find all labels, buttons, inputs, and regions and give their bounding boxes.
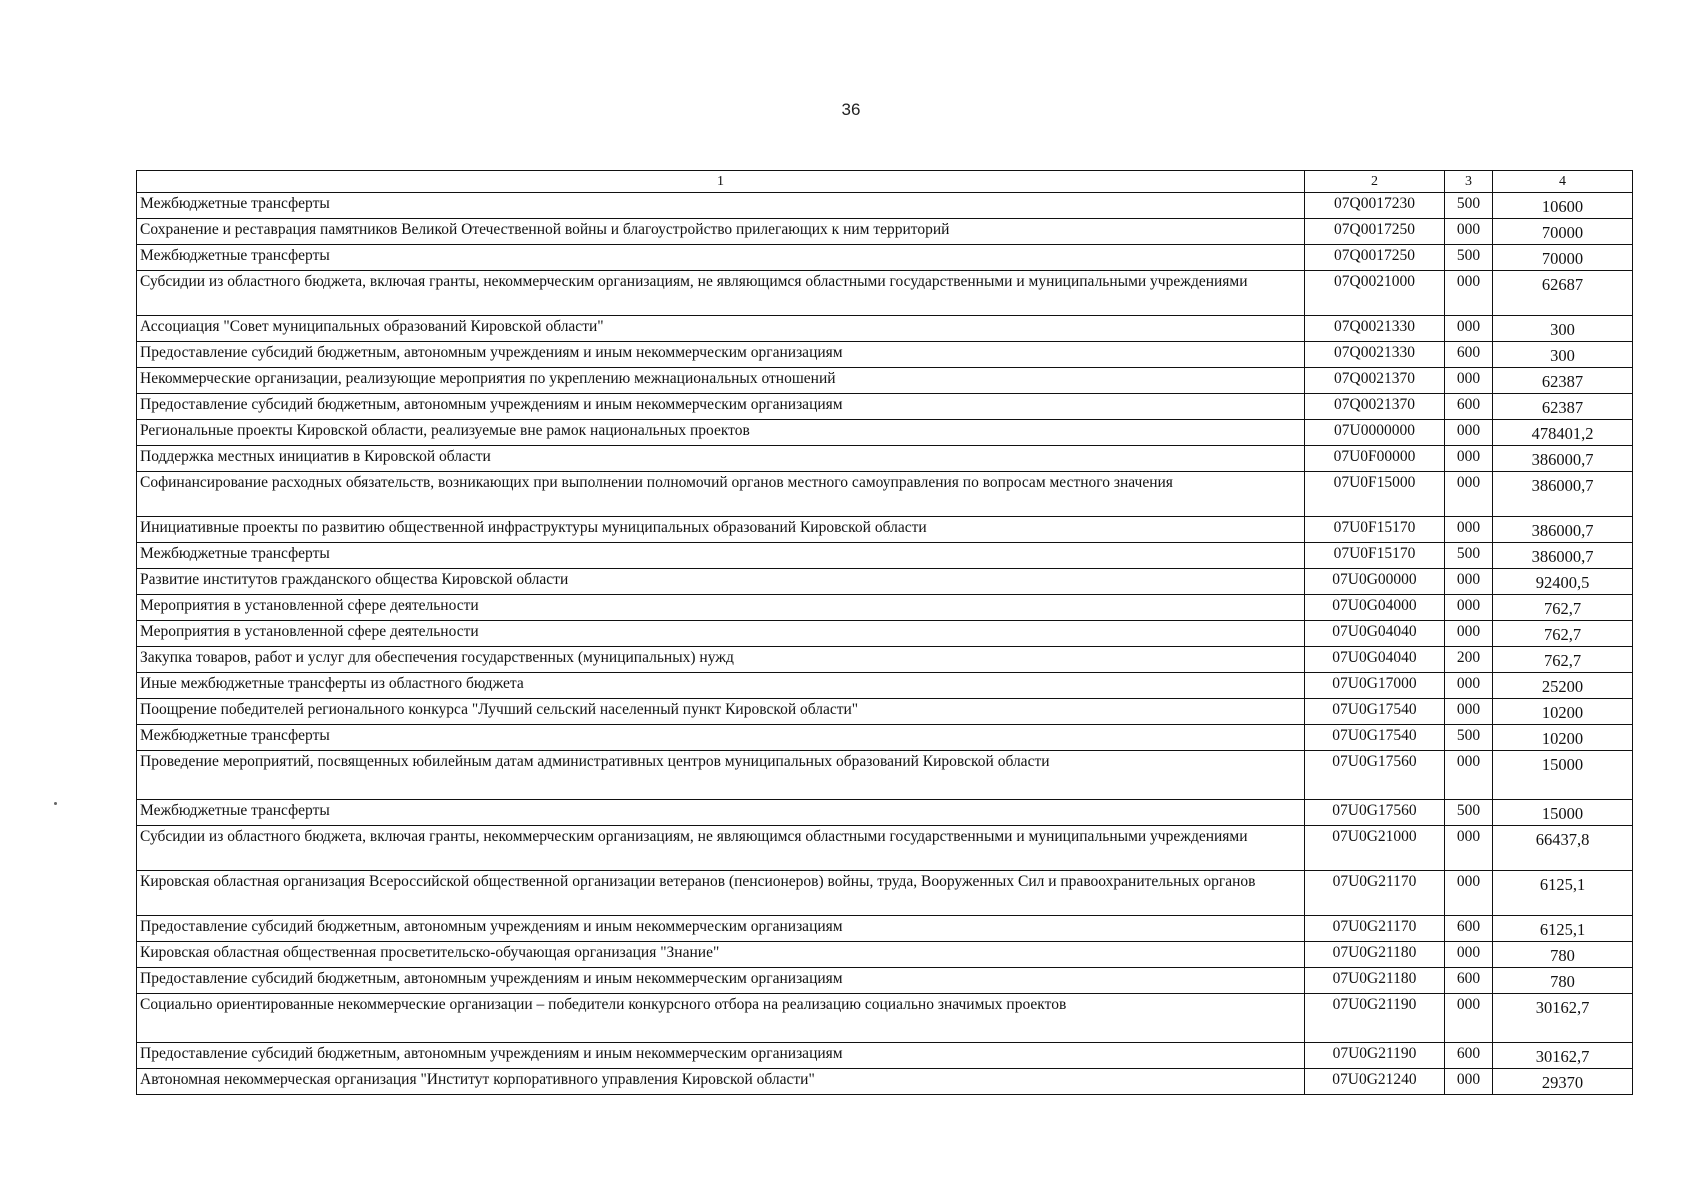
- row-kind-cell: 500: [1445, 543, 1493, 569]
- row-kind-cell: 000: [1445, 271, 1493, 316]
- row-kind-cell: 000: [1445, 826, 1493, 871]
- row-kind-cell: 000: [1445, 569, 1493, 595]
- row-kind-cell: 600: [1445, 1043, 1493, 1069]
- row-name-cell: Предоставление субсидий бюджетным, автономным учреждениям и иным некоммерческим организациям: [137, 394, 1305, 420]
- table-body: [137, 193, 1633, 1095]
- row-code-cell: 07U0G17540: [1305, 699, 1445, 725]
- row-code-cell: 07Q0017250: [1305, 219, 1445, 245]
- table-row: [137, 569, 1633, 595]
- table-row: [137, 193, 1633, 219]
- table-row: [137, 826, 1633, 871]
- row-code-cell: 07U0G00000: [1305, 569, 1445, 595]
- row-name-cell: Межбюджетные трансферты: [137, 725, 1305, 751]
- table-row: [137, 1043, 1633, 1069]
- row-kind-cell: 000: [1445, 517, 1493, 543]
- table-row: [137, 1069, 1633, 1095]
- row-amount-cell: 300: [1493, 316, 1633, 342]
- row-name-cell: Субсидии из областного бюджета, включая гранты, некоммерческим организациям, не являющимся областными государственными и муниципальными учреждениями: [137, 271, 1305, 316]
- row-code-cell: 07Q0021330: [1305, 316, 1445, 342]
- table-row: [137, 342, 1633, 368]
- row-kind-cell: 000: [1445, 472, 1493, 517]
- row-name-cell: Кировская областная организация Всероссийской общественной организации ветеранов (пенсионеров) войны, труда, Вооруженных Сил и правоохранительных органов: [137, 871, 1305, 916]
- row-name-cell: Сохранение и реставрация памятников Великой Отечественной войны и благоустройство прилегающих к ним территорий: [137, 219, 1305, 245]
- row-kind-cell: 000: [1445, 673, 1493, 699]
- row-kind-cell: 000: [1445, 595, 1493, 621]
- row-code-cell: 07Q0021330: [1305, 342, 1445, 368]
- row-code-cell: 07U0000000: [1305, 420, 1445, 446]
- row-amount-cell: 478401,2: [1493, 420, 1633, 446]
- table-row: [137, 271, 1633, 316]
- row-code-cell: 07U0G21180: [1305, 942, 1445, 968]
- table-row: [137, 472, 1633, 517]
- row-kind-cell: 000: [1445, 219, 1493, 245]
- row-code-cell: 07U0G04000: [1305, 595, 1445, 621]
- row-kind-cell: 000: [1445, 1069, 1493, 1095]
- row-amount-cell: 780: [1493, 942, 1633, 968]
- row-kind-cell: 600: [1445, 968, 1493, 994]
- row-name-cell: Социально ориентированные некоммерческие организации – победители конкурсного отбора на реализацию социально значимых проектов: [137, 994, 1305, 1043]
- row-amount-cell: 300: [1493, 342, 1633, 368]
- row-code-cell: 07U0G17000: [1305, 673, 1445, 699]
- row-amount-cell: 6125,1: [1493, 916, 1633, 942]
- row-name-cell: Мероприятия в установленной сфере деятельности: [137, 595, 1305, 621]
- row-amount-cell: 10200: [1493, 699, 1633, 725]
- row-code-cell: 07U0G21000: [1305, 826, 1445, 871]
- row-name-cell: Межбюджетные трансферты: [137, 543, 1305, 569]
- table-row: [137, 751, 1633, 800]
- row-amount-cell: 30162,7: [1493, 994, 1633, 1043]
- row-kind-cell: 600: [1445, 342, 1493, 368]
- row-kind-cell: 000: [1445, 751, 1493, 800]
- row-name-cell: Проведение мероприятий, посвященных юбилейным датам административных центров муниципальных образований Кировской области: [137, 751, 1305, 800]
- row-code-cell: 07U0G21170: [1305, 871, 1445, 916]
- row-kind-cell: 000: [1445, 994, 1493, 1043]
- row-amount-cell: 10200: [1493, 725, 1633, 751]
- row-amount-cell: 386000,7: [1493, 472, 1633, 517]
- row-amount-cell: 29370: [1493, 1069, 1633, 1095]
- row-name-cell: Мероприятия в установленной сфере деятельности: [137, 621, 1305, 647]
- row-code-cell: 07Q0017230: [1305, 193, 1445, 219]
- row-code-cell: 07U0F00000: [1305, 446, 1445, 472]
- row-amount-cell: 762,7: [1493, 621, 1633, 647]
- row-amount-cell: 62687: [1493, 271, 1633, 316]
- row-amount-cell: 15000: [1493, 800, 1633, 826]
- table-row: [137, 368, 1633, 394]
- row-amount-cell: 62387: [1493, 394, 1633, 420]
- row-code-cell: 07U0F15170: [1305, 543, 1445, 569]
- row-code-cell: 07U0G17560: [1305, 800, 1445, 826]
- table-row: [137, 916, 1633, 942]
- column-header-2: 2: [1305, 171, 1445, 193]
- row-kind-cell: 000: [1445, 368, 1493, 394]
- row-code-cell: 07Q0021370: [1305, 394, 1445, 420]
- row-name-cell: Поощрение победителей регионального конкурса "Лучший сельский населенный пункт Кировской области": [137, 699, 1305, 725]
- row-name-cell: Межбюджетные трансферты: [137, 245, 1305, 271]
- column-header-1: 1: [137, 171, 1305, 193]
- row-amount-cell: 62387: [1493, 368, 1633, 394]
- row-name-cell: Межбюджетные трансферты: [137, 193, 1305, 219]
- row-name-cell: Софинансирование расходных обязательств, возникающих при выполнении полномочий органов местного самоуправления по вопросам местного значения: [137, 472, 1305, 517]
- table-row: [137, 994, 1633, 1043]
- row-name-cell: Предоставление субсидий бюджетным, автономным учреждениям и иным некоммерческим организациям: [137, 968, 1305, 994]
- row-amount-cell: 30162,7: [1493, 1043, 1633, 1069]
- row-name-cell: Инициативные проекты по развитию общественной инфраструктуры муниципальных образований Кировской области: [137, 517, 1305, 543]
- row-amount-cell: 25200: [1493, 673, 1633, 699]
- row-code-cell: 07U0G21240: [1305, 1069, 1445, 1095]
- row-code-cell: 07Q0021000: [1305, 271, 1445, 316]
- row-kind-cell: 600: [1445, 916, 1493, 942]
- row-code-cell: 07Q0021370: [1305, 368, 1445, 394]
- row-kind-cell: 500: [1445, 800, 1493, 826]
- row-kind-cell: 000: [1445, 871, 1493, 916]
- row-kind-cell: 000: [1445, 420, 1493, 446]
- row-code-cell: 07U0G17560: [1305, 751, 1445, 800]
- row-code-cell: 07U0G21190: [1305, 1043, 1445, 1069]
- budget-table: [136, 170, 1633, 1095]
- row-code-cell: 07U0F15000: [1305, 472, 1445, 517]
- row-kind-cell: 500: [1445, 725, 1493, 751]
- row-amount-cell: 762,7: [1493, 595, 1633, 621]
- table-row: [137, 871, 1633, 916]
- row-kind-cell: 500: [1445, 245, 1493, 271]
- table-row: [137, 219, 1633, 245]
- table-row: [137, 517, 1633, 543]
- row-amount-cell: 66437,8: [1493, 826, 1633, 871]
- row-kind-cell: 500: [1445, 193, 1493, 219]
- row-code-cell: 07Q0017250: [1305, 245, 1445, 271]
- row-kind-cell: 000: [1445, 446, 1493, 472]
- row-amount-cell: 780: [1493, 968, 1633, 994]
- table-row: [137, 446, 1633, 472]
- row-name-cell: Ассоциация "Совет муниципальных образований Кировской области": [137, 316, 1305, 342]
- scan-speck: [54, 802, 57, 805]
- row-kind-cell: 000: [1445, 699, 1493, 725]
- row-code-cell: 07U0G21190: [1305, 994, 1445, 1043]
- row-name-cell: Региональные проекты Кировской области, реализуемые вне рамок национальных проектов: [137, 420, 1305, 446]
- row-kind-cell: 200: [1445, 647, 1493, 673]
- row-kind-cell: 000: [1445, 621, 1493, 647]
- row-kind-cell: 600: [1445, 394, 1493, 420]
- row-name-cell: Предоставление субсидий бюджетным, автономным учреждениям и иным некоммерческим организациям: [137, 1043, 1305, 1069]
- row-amount-cell: 386000,7: [1493, 446, 1633, 472]
- row-amount-cell: 70000: [1493, 219, 1633, 245]
- row-name-cell: Субсидии из областного бюджета, включая гранты, некоммерческим организациям, не являющимся областными государственными и муниципальными учреждениями: [137, 826, 1305, 871]
- row-code-cell: 07U0G17540: [1305, 725, 1445, 751]
- row-code-cell: 07U0G04040: [1305, 621, 1445, 647]
- table-row: [137, 420, 1633, 446]
- row-amount-cell: 92400,5: [1493, 569, 1633, 595]
- table-row: [137, 245, 1633, 271]
- row-kind-cell: 000: [1445, 942, 1493, 968]
- row-name-cell: Поддержка местных инициатив в Кировской области: [137, 446, 1305, 472]
- row-name-cell: Закупка товаров, работ и услуг для обеспечения государственных (муниципальных) нужд: [137, 647, 1305, 673]
- row-name-cell: Некоммерческие организации, реализующие мероприятия по укреплению межнациональных отношений: [137, 368, 1305, 394]
- row-name-cell: Предоставление субсидий бюджетным, автономным учреждениям и иным некоммерческим организациям: [137, 342, 1305, 368]
- page-number: 36: [841, 100, 861, 119]
- row-name-cell: Развитие институтов гражданского общества Кировской области: [137, 569, 1305, 595]
- table-row: [137, 316, 1633, 342]
- table-row: [137, 595, 1633, 621]
- table-row: [137, 673, 1633, 699]
- row-amount-cell: 386000,7: [1493, 517, 1633, 543]
- row-code-cell: 07U0G21180: [1305, 968, 1445, 994]
- row-name-cell: Межбюджетные трансферты: [137, 800, 1305, 826]
- row-amount-cell: 6125,1: [1493, 871, 1633, 916]
- table-row: [137, 942, 1633, 968]
- table-header-row: [137, 171, 1633, 193]
- row-amount-cell: 10600: [1493, 193, 1633, 219]
- row-amount-cell: 386000,7: [1493, 543, 1633, 569]
- table-row: [137, 800, 1633, 826]
- table-row: [137, 699, 1633, 725]
- row-amount-cell: 762,7: [1493, 647, 1633, 673]
- row-name-cell: Предоставление субсидий бюджетным, автономным учреждениям и иным некоммерческим организациям: [137, 916, 1305, 942]
- table-row: [137, 725, 1633, 751]
- row-code-cell: 07U0G21170: [1305, 916, 1445, 942]
- table-row: [137, 647, 1633, 673]
- table-row: [137, 394, 1633, 420]
- table-row: [137, 543, 1633, 569]
- row-amount-cell: 15000: [1493, 751, 1633, 800]
- column-header-3: 3: [1445, 171, 1493, 193]
- row-name-cell: Кировская областная общественная просветительско-обучающая организация "Знание": [137, 942, 1305, 968]
- row-name-cell: Автономная некоммерческая организация "Институт корпоративного управления Кировской области": [137, 1069, 1305, 1095]
- row-amount-cell: 70000: [1493, 245, 1633, 271]
- row-code-cell: 07U0G04040: [1305, 647, 1445, 673]
- row-name-cell: Иные межбюджетные трансферты из областного бюджета: [137, 673, 1305, 699]
- row-code-cell: 07U0F15170: [1305, 517, 1445, 543]
- table-row: [137, 968, 1633, 994]
- table-row: [137, 621, 1633, 647]
- row-kind-cell: 000: [1445, 316, 1493, 342]
- column-header-4: 4: [1493, 171, 1633, 193]
